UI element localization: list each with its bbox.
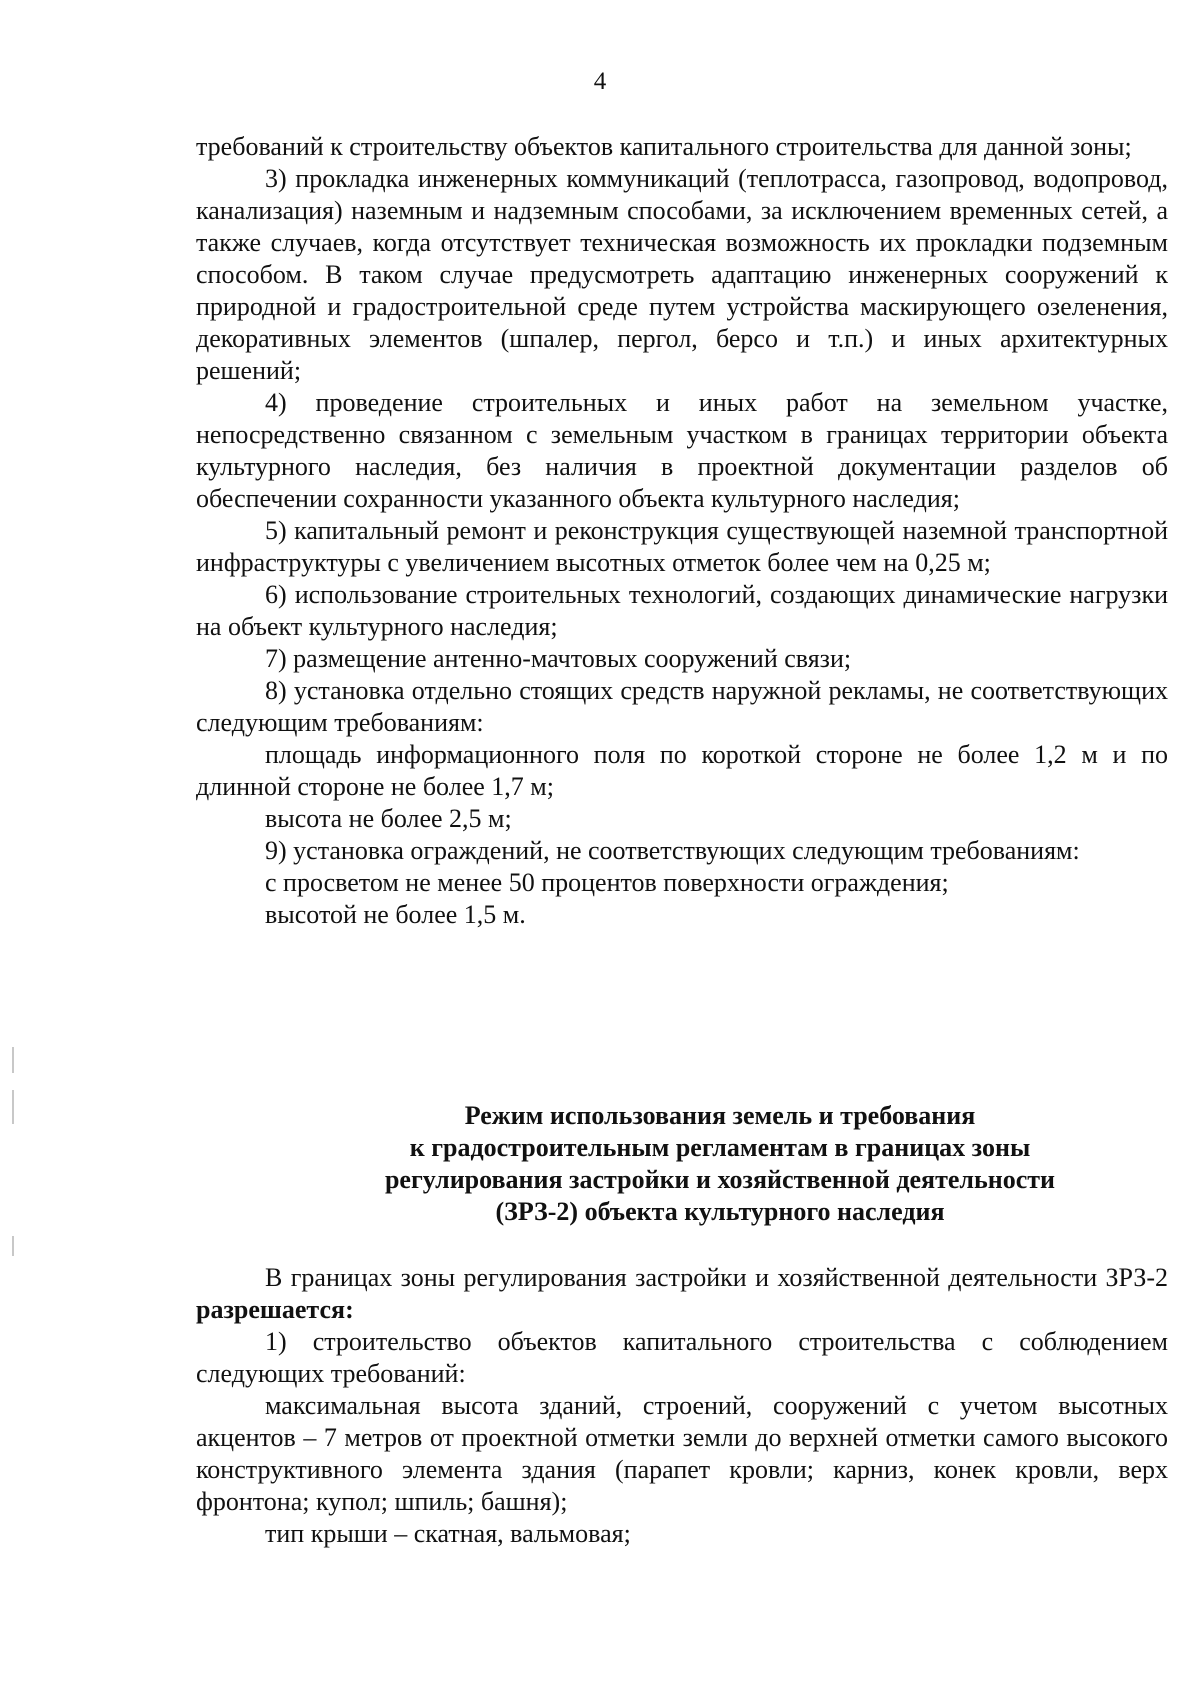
list-item-3: 3) прокладка инженерных коммуникаций (теплотрасса, газопровод, водопровод, канализация) наземным и надземным способами, за исключением временных сетей, а также случаев, когда отсутствует техническая возможность их прокладки подземным способом. В таком случае предусмотреть адаптацию инженерных сооружений к природной и градостроительной среде путем устройства маскирующего озеленения, декоративных элементов (шпалер, пергол, берсо и т.п.) и иных архитектурных решений; — [196, 164, 1168, 385]
margin-scan-mark — [12, 1236, 14, 1256]
item-9-requirement-height: высотой не более 1,5 м. — [265, 900, 526, 929]
list-item-9: 9) установка ограждений, не соответствующих следующим требованиям: — [265, 836, 1080, 865]
heading-line: (ЗРЗ-2) объекта культурного наследия — [495, 1197, 945, 1226]
heading-line: Режим использования земель и требования — [464, 1101, 976, 1130]
requirement-roof-type: тип крыши – скатная, вальмовая; — [265, 1519, 631, 1548]
permissions-list — [196, 1262, 1168, 1550]
item-9-requirement-clearance: с просветом не менее 50 процентов поверхности ограждения; — [265, 868, 949, 897]
section-heading — [280, 1100, 1160, 1228]
heading-line: регулирования застройки и хозяйственной деятельности — [384, 1165, 1056, 1194]
item-8-requirement-area: площадь информационного поля по короткой стороне не более 1,2 м и по длинной стороне не более 1,7 м; — [196, 740, 1168, 801]
heading-line: к градостроительным регламентам в границах зоны — [409, 1133, 1031, 1162]
continuation-paragraph: требований к строительству объектов капитального строительства для данной зоны; — [196, 132, 1132, 161]
margin-scan-mark — [12, 1047, 14, 1073]
margin-scan-mark — [12, 1090, 14, 1124]
requirement-max-height: максимальная высота зданий, строений, сооружений с учетом высотных акцентов – 7 метров от проектной отметки земли до верхней отметки самого высокого конструктивного элемента здания (парапет кровли; карниз, конек кровли, верх фронтона; купол; шпиль; башня); — [196, 1391, 1168, 1516]
permission-item-1: 1) строительство объектов капитального строительства с соблюдением следующих требований: — [196, 1327, 1168, 1388]
list-item-8: 8) установка отдельно стоящих средств наружной рекламы, не соответствующих следующим требованиям: — [196, 676, 1168, 737]
restrictions-list — [196, 131, 1168, 931]
list-item-7: 7) размещение антенно-мачтовых сооружений связи; — [265, 644, 852, 673]
page-number: 4 — [593, 68, 607, 95]
intro-bold-text: разрешается: — [196, 1295, 354, 1324]
list-item-5: 5) капитальный ремонт и реконструкция существующей наземной транспортной инфраструктуры с увеличением высотных отметок более чем на 0,25 м; — [196, 516, 1168, 577]
item-8-requirement-height: высота не более 2,5 м; — [265, 804, 512, 833]
intro-paragraph — [196, 1262, 1168, 1326]
list-item-6: 6) использование строительных технологий, создающих динамические нагрузки на объект культурного наследия; — [196, 580, 1168, 641]
list-item-4: 4) проведение строительных и иных работ на земельном участке, непосредственно связанном с земельным участком в границах территории объекта культурного наследия, без наличия в проектной документации разделов об обеспечении сохранности указанного объекта культурного наследия; — [196, 388, 1168, 513]
intro-text: В границах зоны регулирования застройки и хозяйственной деятельности ЗРЗ-2 — [265, 1263, 1168, 1292]
